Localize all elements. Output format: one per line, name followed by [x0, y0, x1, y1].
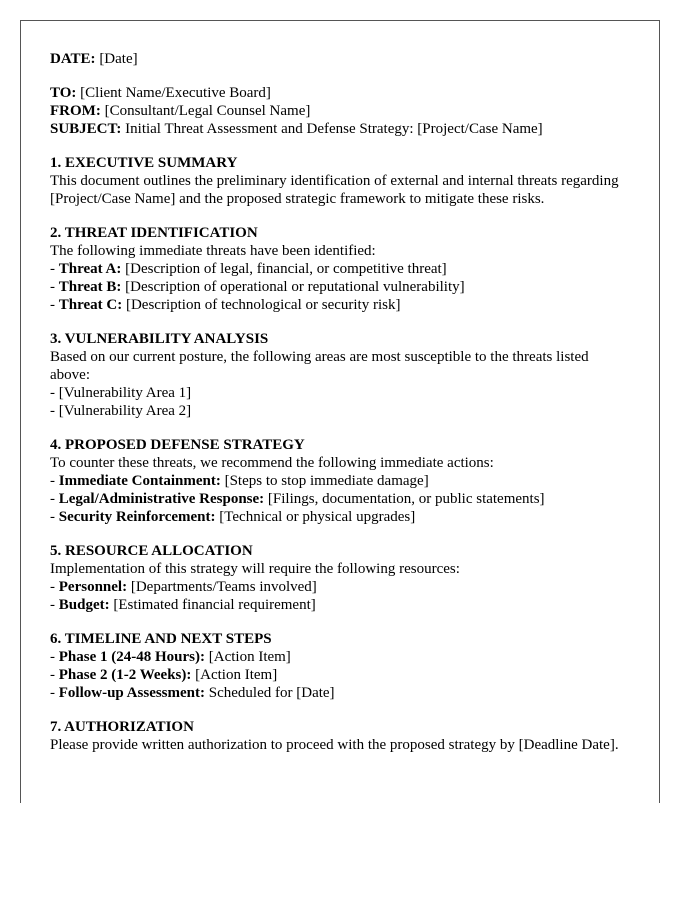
subject-value: Initial Threat Assessment and Defense Strategy: [Project/Case Name]: [121, 121, 543, 137]
bullet-prefix: -: [50, 649, 59, 665]
line-label: Budget:: [58, 597, 110, 613]
bullet-prefix: -: [50, 685, 59, 701]
memo-document: [20, 20, 660, 803]
section-2: [50, 224, 629, 314]
to-line: [50, 84, 629, 102]
bullet-prefix: -: [50, 261, 59, 277]
line-text: [Action Item]: [191, 667, 278, 683]
bullet-prefix: -: [50, 597, 59, 613]
subject-label: SUBJECT:: [50, 121, 122, 137]
section-5: [50, 542, 629, 614]
date-label: DATE:: [50, 51, 96, 67]
section-line: [50, 490, 629, 508]
to-label: TO:: [50, 85, 77, 101]
section-line: [50, 578, 629, 596]
line-text: [Description of technological or security risk]: [122, 297, 401, 313]
line-text: - [Vulnerability Area 1]: [50, 385, 192, 401]
section-heading: 7. AUTHORIZATION: [50, 719, 194, 735]
line-text: Implementation of this strategy will require the following resources:: [50, 561, 460, 577]
section-line: [50, 666, 629, 684]
addressing-block: [50, 84, 629, 138]
subject-line: [50, 120, 629, 138]
line-text: [Steps to stop immediate damage]: [220, 473, 429, 489]
section-line: [50, 402, 629, 420]
line-text: [Action Item]: [205, 649, 291, 665]
line-label: Follow-up Assessment:: [58, 685, 206, 701]
section-line: [50, 560, 629, 578]
line-label: Phase 2 (1-2 Weeks):: [58, 667, 192, 683]
section-7: [50, 718, 629, 754]
line-label: Legal/Administrative Response:: [58, 491, 265, 507]
date-value: [Date]: [95, 51, 138, 67]
bullet-prefix: -: [50, 509, 59, 525]
line-label: Threat A:: [58, 261, 122, 277]
bullet-prefix: -: [50, 579, 59, 595]
from-line: [50, 102, 629, 120]
line-text: Based on our current posture, the following areas are most susceptible to the threats listed above:: [50, 349, 589, 383]
section-3: [50, 330, 629, 420]
from-value: [Consultant/Legal Counsel Name]: [100, 103, 311, 119]
section-line: [50, 684, 629, 702]
line-label: Threat B:: [58, 279, 122, 295]
line-label: Phase 1 (24-48 Hours):: [58, 649, 205, 665]
section-line: [50, 172, 629, 208]
line-text: - [Vulnerability Area 2]: [50, 403, 192, 419]
section-heading: 4. PROPOSED DEFENSE STRATEGY: [50, 437, 305, 453]
section-line: [50, 278, 629, 296]
section-line: [50, 508, 629, 526]
section-line: [50, 260, 629, 278]
section-heading: 1. EXECUTIVE SUMMARY: [50, 155, 238, 171]
line-text: [Departments/Teams involved]: [127, 579, 317, 595]
section-6: [50, 630, 629, 702]
line-label: Threat C:: [58, 297, 123, 313]
line-label: Personnel:: [58, 579, 128, 595]
from-label: FROM:: [50, 103, 101, 119]
date-line: [50, 50, 629, 68]
section-line: [50, 736, 629, 754]
section-heading: 5. RESOURCE ALLOCATION: [50, 543, 253, 559]
line-text: [Technical or physical upgrades]: [215, 509, 416, 525]
line-text: [Description of operational or reputational vulnerability]: [121, 279, 465, 295]
line-text: Scheduled for [Date]: [205, 685, 335, 701]
section-heading: 3. VULNERABILITY ANALYSIS: [50, 331, 269, 347]
to-value: [Client Name/Executive Board]: [76, 85, 271, 101]
line-label: Security Reinforcement:: [58, 509, 216, 525]
bullet-prefix: -: [50, 297, 59, 313]
section-line: [50, 348, 629, 384]
line-text: [Filings, documentation, or public statements]: [264, 491, 545, 507]
line-label: Immediate Containment:: [58, 473, 221, 489]
memo-sections: [50, 154, 629, 754]
line-text: To counter these threats, we recommend the following immediate actions:: [50, 455, 494, 471]
section-line: [50, 472, 629, 490]
section-line: [50, 648, 629, 666]
bullet-prefix: -: [50, 491, 59, 507]
date-block: [50, 50, 629, 68]
section-line: [50, 296, 629, 314]
line-text: The following immediate threats have been identified:: [50, 243, 376, 259]
section-line: [50, 454, 629, 472]
section-line: [50, 242, 629, 260]
line-text: [Description of legal, financial, or competitive threat]: [121, 261, 447, 277]
section-heading: 2. THREAT IDENTIFICATION: [50, 225, 258, 241]
line-text: [Estimated financial requirement]: [109, 597, 316, 613]
bullet-prefix: -: [50, 667, 59, 683]
section-1: [50, 154, 629, 208]
bullet-prefix: -: [50, 473, 59, 489]
bullet-prefix: -: [50, 279, 59, 295]
section-line: [50, 596, 629, 614]
line-text: Please provide written authorization to proceed with the proposed strategy by [Deadline Date].: [50, 737, 619, 753]
section-line: [50, 384, 629, 402]
line-text: This document outlines the preliminary identification of external and internal threats regarding [Project/Case Name] and the proposed strategic framework to mitigate these risks.: [50, 173, 619, 207]
section-heading: 6. TIMELINE AND NEXT STEPS: [50, 631, 272, 647]
section-4: [50, 436, 629, 526]
